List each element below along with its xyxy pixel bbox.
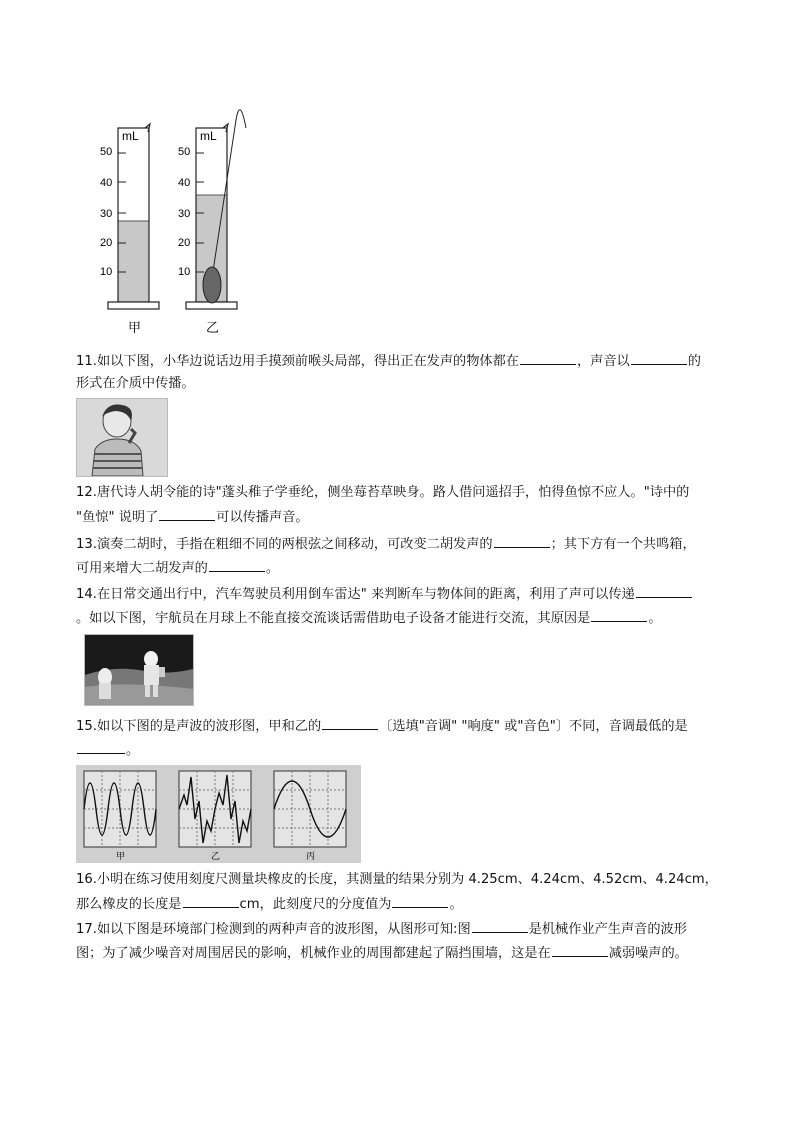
q11-text: 11.如以下图，小华边说话边用手摸颈前喉头局部，得出正在发声的物体都在 xyxy=(76,354,519,369)
q16-line2 xyxy=(76,895,463,914)
unit-label: mL xyxy=(200,129,217,143)
tick-label: 40 xyxy=(100,177,113,189)
sound-waveforms-figure xyxy=(76,765,361,863)
water-level-jia xyxy=(118,221,149,302)
cylinder-jia xyxy=(100,124,159,335)
q12-text: 可以传播声音。 xyxy=(216,510,309,525)
answer-blank[interactable] xyxy=(77,741,125,754)
answer-blank[interactable] xyxy=(209,559,265,572)
answer-blank[interactable] xyxy=(631,352,687,365)
answer-blank[interactable] xyxy=(392,895,448,908)
q15-line2 xyxy=(76,741,139,760)
waveform-label: 丙 xyxy=(306,851,316,861)
q15-text: 〔选填"音调" "响度" 或"音色"〕不同，音调最低的是 xyxy=(379,719,688,734)
q13-text: ；其下方有一个共鸣箱， xyxy=(550,537,696,552)
waveform-label: 乙 xyxy=(211,851,221,861)
question-16: 16.小明在练习使用刻度尺测量块橡皮的长度，其测量的结果分别为 4.25cm、4.24cm、4.52cm、4.24cm， xyxy=(76,872,718,887)
tick-label: 10 xyxy=(100,266,113,278)
waveform-yi xyxy=(179,771,251,861)
q14-text: 。 xyxy=(648,611,662,626)
cylinder-yi xyxy=(178,110,246,335)
question-17 xyxy=(76,920,687,939)
q12-line2 xyxy=(76,508,309,527)
q15-text: 。 xyxy=(126,743,140,758)
q16-text: cm，此刻度尺的分度值为 xyxy=(239,897,392,912)
immersed-stone xyxy=(203,267,221,303)
graduated-cylinders-figure xyxy=(90,98,270,343)
tick-label: 20 xyxy=(100,237,113,249)
tick-label: 30 xyxy=(178,208,191,220)
q11-text: ，声音以 xyxy=(576,354,630,369)
unit-label: mL xyxy=(122,129,139,143)
q11-line2: 形式在介质中传播。 xyxy=(76,376,195,391)
q13-text: 13.演奏二胡时，手指在粗细不同的两根弦之间移动，可改变二胡发声的 xyxy=(76,537,493,552)
waveform-jia xyxy=(84,771,156,861)
answer-blank[interactable] xyxy=(552,944,608,957)
q14-text: 14.在日常交通出行中，汽车驾驶员利用倒车雷达" 来判断车与物体间的距离，利用了声可以传递 xyxy=(76,587,635,602)
astronauts-moon-photo xyxy=(84,634,194,706)
q12-text: "鱼惊" 说明了 xyxy=(76,510,159,525)
q11-text: 的 xyxy=(687,354,701,369)
q17-text: 减弱噪声的。 xyxy=(608,946,688,961)
q17-text: 图；为了减少噪音对周围居民的影响，机械作业的周围都建起了隔挡围墙，这是在 xyxy=(76,946,551,961)
q16-text: 。 xyxy=(449,897,463,912)
cylinder-base xyxy=(108,302,159,309)
answer-blank[interactable] xyxy=(472,920,528,933)
cylinder-label-yi: 乙 xyxy=(206,320,220,335)
q13-text: 。 xyxy=(265,561,280,576)
tick-label: 50 xyxy=(178,146,191,158)
tick-label: 50 xyxy=(100,146,113,158)
q13-text: 可用来增大二胡发声的 xyxy=(76,561,208,576)
question-14 xyxy=(76,585,693,604)
cylinder-label-jia: 甲 xyxy=(128,320,142,335)
tick-label: 40 xyxy=(178,177,191,189)
question-12: 12.唐代诗人胡令能的诗"蓬头稚子学垂纶，侧坐莓苔草映身。路人借问遥招手，怕得鱼惊不应人。"诗中的 xyxy=(76,485,690,500)
boy-speaking-photo xyxy=(76,398,168,477)
q17-text: 17.如以下图是环境部门检测到的两种声音的波形图，从图形可知:图 xyxy=(76,922,471,937)
q15-text: 15.如以下图的是声波的波形图，甲和乙的 xyxy=(76,719,322,734)
q17-line2 xyxy=(76,944,688,963)
q14-text: 。如以下图，宇航员在月球上不能直接交流谈话需借助电子设备才能进行交流，其原因是 xyxy=(76,611,591,626)
answer-blank[interactable] xyxy=(183,895,239,908)
answer-blank[interactable] xyxy=(322,717,378,730)
waveform-bing xyxy=(274,771,346,861)
q14-line2 xyxy=(76,609,662,628)
answer-blank[interactable] xyxy=(636,585,692,598)
waveform-label: 甲 xyxy=(116,851,126,861)
question-13 xyxy=(76,535,696,554)
tick-label: 10 xyxy=(178,266,191,278)
q16-text: 那么橡皮的长度是 xyxy=(76,897,182,912)
answer-blank[interactable] xyxy=(159,508,215,521)
q17-text: 是机械作业产生声音的波形 xyxy=(528,922,687,937)
q13-line2 xyxy=(76,559,279,578)
tick-label: 20 xyxy=(178,237,191,249)
tick-label: 30 xyxy=(100,208,113,220)
answer-blank[interactable] xyxy=(494,535,550,548)
question-15 xyxy=(76,717,688,736)
answer-blank[interactable] xyxy=(591,609,647,622)
question-11 xyxy=(76,352,701,371)
answer-blank[interactable] xyxy=(520,352,576,365)
